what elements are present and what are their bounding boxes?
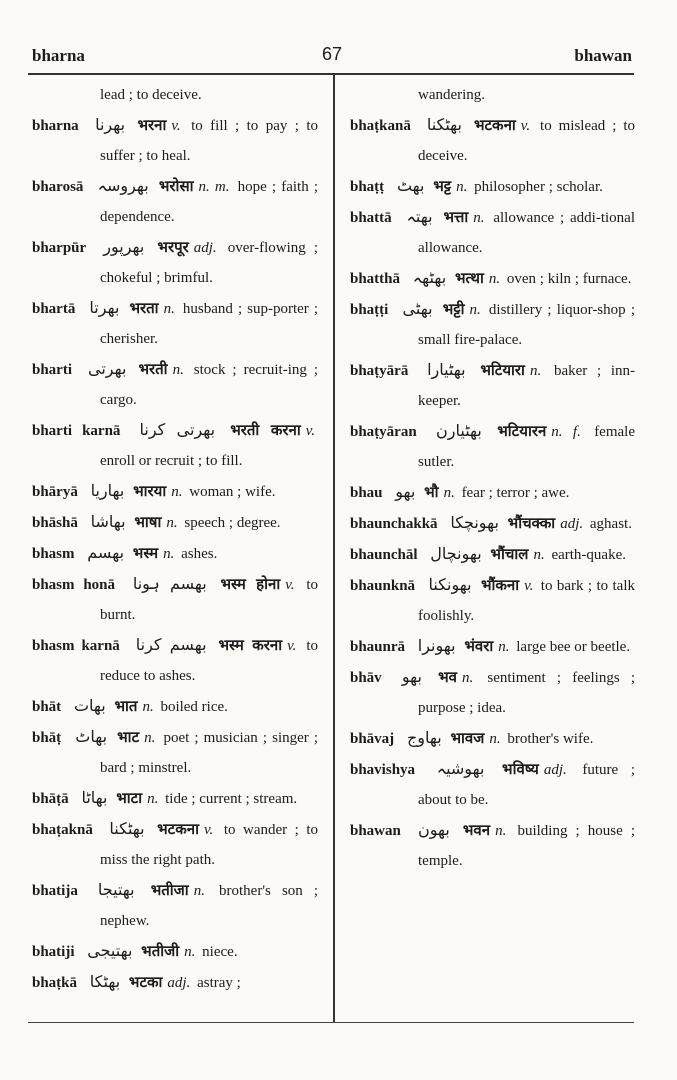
definition: to fill ; to pay ; to suffer ; to heal.	[100, 118, 318, 164]
dictionary-entry	[32, 722, 318, 783]
dictionary-entry	[350, 754, 635, 815]
part-of-speech: n.	[147, 791, 159, 807]
dictionary-entry	[32, 691, 318, 722]
part-of-speech: n.	[489, 731, 501, 747]
headword: bhāṭā	[32, 791, 69, 807]
hindi-word: भटका	[128, 973, 163, 991]
hindi-word: भौंकना	[480, 576, 520, 594]
dictionary-entry	[350, 815, 635, 876]
hindi-word: भस्म	[132, 544, 159, 562]
headword: bhaṭaknā	[32, 822, 93, 838]
definition: brother's wife.	[507, 731, 594, 747]
hindi-word: भटियारन	[497, 422, 547, 440]
headword: bhaṭyāran	[350, 424, 417, 440]
headword: bhaunchāl	[350, 547, 418, 563]
guide-word-right: bhawan	[574, 46, 632, 65]
part-of-speech: n.	[469, 302, 481, 318]
dictionary-entry	[32, 354, 318, 415]
urdu-word: بھٹکنا	[426, 115, 463, 134]
definition: astray ;	[197, 975, 241, 991]
dictionary-entry	[32, 232, 318, 293]
headword: bharti	[32, 362, 73, 378]
part-of-speech: n.	[456, 179, 468, 195]
right-column	[350, 80, 635, 876]
hindi-word: भस्म होना	[220, 575, 281, 593]
part-of-speech: n.	[495, 823, 507, 839]
urdu-word: بھات	[73, 696, 106, 715]
definition: baker ; inn-keeper.	[418, 363, 636, 409]
definition: ashes.	[181, 546, 218, 562]
hindi-word: भौंचक्का	[507, 514, 556, 532]
footer-rule	[28, 1022, 634, 1023]
part-of-speech: v.	[520, 118, 531, 134]
urdu-word: بھٹیارا	[427, 360, 466, 379]
headword: bhasm honā	[32, 577, 116, 593]
part-of-speech: n.	[163, 546, 175, 562]
part-of-speech: adj.	[543, 762, 567, 778]
definition: distillery ; liquor-shop ; small fire-palace.	[418, 302, 636, 348]
urdu-word: بھون	[417, 820, 450, 839]
urdu-word: بھاٹ	[75, 727, 108, 746]
part-of-speech: n.	[171, 484, 183, 500]
headword: bharti karnā	[32, 423, 121, 439]
urdu-word: بھاریا	[90, 481, 125, 500]
urdu-word: بھسم ہونا	[132, 574, 207, 593]
urdu-word: بھٹی	[402, 299, 433, 318]
part-of-speech: n. m.	[198, 179, 230, 195]
definition: to mislead ; to deceive.	[418, 118, 635, 164]
part-of-speech: n.	[529, 363, 542, 379]
part-of-speech: n. f.	[551, 424, 581, 440]
headword: bhāshā	[32, 515, 78, 531]
part-of-speech: n.	[144, 730, 156, 746]
dictionary-entry	[32, 415, 318, 476]
definition: boiled rice.	[160, 699, 228, 715]
dictionary-entry	[32, 630, 318, 691]
running-header	[32, 44, 632, 70]
urdu-word: بھونرا	[417, 636, 456, 655]
header-rule	[28, 73, 634, 75]
hindi-word: भावज	[450, 729, 485, 747]
dictionary-entry	[32, 967, 318, 998]
definition: speech ; degree.	[184, 515, 281, 531]
part-of-speech: v.	[171, 118, 181, 134]
part-of-speech: n.	[166, 515, 178, 531]
definition: niece.	[202, 944, 238, 960]
hindi-word: भत्ता	[443, 208, 469, 226]
dictionary-entry	[350, 662, 635, 723]
headword: bhāv	[350, 670, 382, 686]
definition: woman ; wife.	[189, 484, 276, 500]
dictionary-entry	[32, 171, 318, 232]
definition: to burnt.	[100, 577, 318, 623]
part-of-speech: adj.	[560, 516, 584, 532]
dictionary-entry	[32, 936, 318, 967]
dictionary-entry	[350, 355, 635, 416]
part-of-speech: v.	[524, 578, 534, 594]
headword: bhawan	[350, 823, 401, 839]
part-of-speech: adj.	[167, 975, 191, 991]
urdu-word: بھونکنا	[428, 575, 472, 594]
urdu-word: بھسم	[87, 543, 125, 562]
headword: bhatija	[32, 883, 78, 899]
definition: allowance ; addi-tional allowance.	[418, 210, 636, 256]
headword: bhatiji	[32, 944, 75, 960]
hindi-word: भट्टी	[442, 300, 465, 318]
hindi-word: भटकना	[157, 820, 199, 838]
headword: bhaṭṭi	[350, 302, 389, 318]
left-column	[32, 80, 318, 998]
definition: female sutler.	[418, 424, 635, 470]
headword: bhasm	[32, 546, 75, 562]
hindi-word: भत्था	[454, 269, 484, 287]
part-of-speech: v.	[287, 638, 297, 654]
hindi-word: भविष्य	[502, 760, 539, 778]
dictionary-entry	[32, 293, 318, 354]
urdu-word: بھرتی	[88, 359, 127, 378]
urdu-word: بھتہ	[406, 207, 433, 226]
dictionary-entry	[350, 508, 635, 539]
dictionary-entry	[350, 631, 635, 662]
part-of-speech: n.	[488, 271, 501, 287]
urdu-word: بھٹ	[396, 176, 425, 195]
definition: enroll or recruit ; to fill.	[100, 453, 243, 469]
urdu-word: بھٹکا	[89, 972, 121, 991]
part-of-speech: n.	[498, 639, 510, 655]
headword: bhavishya	[350, 762, 416, 778]
definition: over-flowing ; chokeful ; brimful.	[100, 240, 318, 286]
hindi-word: भाट	[117, 728, 140, 746]
dictionary-entry	[32, 875, 318, 936]
headword: bhaunrā	[350, 639, 406, 655]
urdu-word: بھو	[395, 482, 416, 501]
dictionary-entry	[350, 294, 635, 355]
headword: bhāvaj	[350, 731, 395, 747]
dictionary-entry	[32, 507, 318, 538]
urdu-word: بھرنا	[95, 115, 126, 134]
urdu-word: بھونچکا	[450, 513, 499, 532]
dictionary-entry	[350, 570, 635, 631]
dictionary-entry	[32, 783, 318, 814]
dictionary-entry	[350, 477, 635, 508]
urdu-word: بھوشیہ	[436, 759, 485, 778]
hindi-word: भटियारा	[480, 361, 525, 379]
definition: building ; house ; temple.	[418, 823, 636, 869]
entry-continuation: lead ; to deceive.	[100, 87, 202, 103]
hindi-word: भरता	[129, 299, 159, 317]
dictionary-entry	[350, 171, 635, 202]
hindi-word: भतीजा	[150, 881, 189, 899]
hindi-word: भरती करना	[230, 421, 301, 439]
headword: bhaṭkā	[32, 975, 78, 991]
definition: fear ; terror ; awe.	[461, 485, 570, 501]
headword: bhāryā	[32, 484, 78, 500]
part-of-speech: n.	[443, 485, 455, 501]
headword: bhattā	[350, 210, 392, 226]
headword: bhaṭkanā	[350, 118, 411, 134]
urdu-word: بھرتی کرنا	[139, 420, 216, 439]
headword: bhaṭyārā	[350, 363, 409, 379]
dictionary-entry	[32, 569, 318, 630]
part-of-speech: n.	[461, 670, 474, 686]
hindi-word: भात	[114, 697, 138, 715]
part-of-speech: n.	[533, 547, 545, 563]
urdu-word: بھرتا	[89, 298, 120, 317]
urdu-word: بھسم کرنا	[135, 635, 207, 654]
definition: earth-quake.	[551, 547, 626, 563]
hindi-word: भाषा	[134, 513, 162, 531]
dictionary-entry	[32, 814, 318, 875]
headword: bhaunknā	[350, 578, 416, 594]
urdu-word: بھتیجا	[97, 880, 135, 899]
page-number: 67	[321, 44, 343, 64]
urdu-word: بھٹکنا	[109, 819, 145, 838]
urdu-word: بھٹھہ	[412, 268, 447, 287]
part-of-speech: n.	[142, 699, 154, 715]
definition: large bee or beetle.	[516, 639, 631, 655]
dictionary-entry	[350, 263, 635, 294]
dictionary-entry	[350, 202, 635, 263]
definition: hope ; faith ; dependence.	[100, 179, 318, 225]
hindi-word: भरती	[138, 360, 168, 378]
headword: bhau	[350, 485, 383, 501]
part-of-speech: adj.	[193, 240, 217, 256]
hindi-word: भटकना	[473, 116, 516, 134]
urdu-word: بھاشا	[90, 512, 126, 531]
headword: bhartā	[32, 301, 76, 317]
hindi-word: भरोसा	[158, 177, 194, 195]
hindi-word: भौ	[424, 483, 439, 501]
column-divider	[333, 75, 335, 1022]
hindi-word: भस्म करना	[218, 636, 283, 654]
urdu-word: بھاٹا	[81, 788, 108, 807]
dictionary-entry	[350, 416, 635, 477]
headword: bhāṭ	[32, 730, 62, 746]
definition: oven ; kiln ; furnace.	[506, 271, 632, 287]
hindi-word: भाटा	[116, 789, 143, 807]
guide-word-left: bharna	[32, 46, 85, 65]
part-of-speech: v.	[305, 423, 316, 439]
headword: bhatthā	[350, 271, 401, 287]
urdu-word: بھٹیارن	[436, 421, 482, 440]
hindi-word: भारया	[133, 482, 167, 500]
hindi-word: भरना	[137, 116, 167, 134]
definition: tide ; current ; stream.	[165, 791, 298, 807]
part-of-speech: v.	[203, 822, 214, 838]
headword: bharosā	[32, 179, 84, 195]
dictionary-entry	[32, 110, 318, 171]
definition: stock ; recruit-ing ; cargo.	[100, 362, 319, 408]
definition: philosopher ; scholar.	[474, 179, 603, 195]
urdu-word: بھتیجی	[87, 941, 133, 960]
headword: bhasm karnā	[32, 638, 120, 654]
definition: to wander ; to miss the right path.	[100, 822, 319, 868]
definition: to reduce to ashes.	[100, 638, 318, 684]
hindi-word: भव	[438, 668, 457, 686]
headword: bharna	[32, 118, 79, 134]
urdu-word: بھرپور	[103, 237, 145, 256]
definition: sentiment ; feelings ; purpose ; idea.	[418, 670, 635, 716]
hindi-word: भट्ट	[433, 177, 452, 195]
dictionary-entry	[350, 110, 635, 171]
dictionary-entry	[350, 539, 635, 570]
entry-continuation: wandering.	[418, 87, 486, 103]
dictionary-entry	[32, 538, 318, 569]
dictionary-entry	[32, 476, 318, 507]
part-of-speech: n.	[193, 883, 205, 899]
definition: brother's son ; nephew.	[100, 883, 319, 929]
definition: husband ; sup-porter ; cherisher.	[100, 301, 319, 347]
hindi-word: भवन	[462, 821, 491, 839]
hindi-word: भौंचाल	[490, 545, 529, 563]
definition: future ; about to be.	[418, 762, 636, 808]
hindi-word: भंवरा	[464, 637, 494, 655]
headword: bharpūr	[32, 240, 87, 256]
urdu-word: بھو	[401, 667, 422, 686]
dictionary-entry	[32, 80, 318, 110]
definition: to bark ; to talk foolishly.	[418, 578, 635, 624]
hindi-word: भतीजी	[141, 942, 180, 960]
urdu-word: بھاوج	[406, 728, 442, 747]
part-of-speech: n.	[473, 210, 485, 226]
part-of-speech: n.	[172, 362, 184, 378]
urdu-word: بھونچال	[430, 544, 482, 563]
definition: aghast.	[589, 516, 632, 532]
hindi-word: भरपूर	[157, 238, 189, 256]
part-of-speech: n.	[163, 301, 175, 317]
definition: poet ; musician ; singer ; bard ; minstrel.	[100, 730, 319, 776]
urdu-word: بھروسہ	[97, 176, 149, 195]
dictionary-entry	[350, 723, 635, 754]
part-of-speech: n.	[184, 944, 196, 960]
headword: bhaunchakkā	[350, 516, 438, 532]
part-of-speech: v.	[285, 577, 295, 593]
headword: bhaṭṭ	[350, 179, 385, 195]
dictionary-entry	[350, 80, 635, 110]
headword: bhāt	[32, 699, 62, 715]
